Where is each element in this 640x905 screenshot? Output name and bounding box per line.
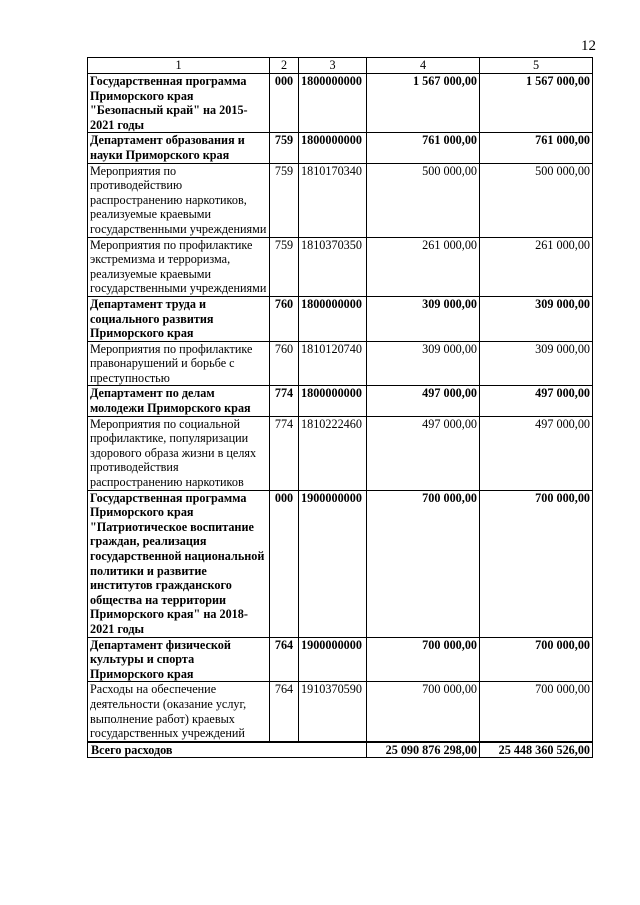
row-target-code: 1800000000 — [299, 74, 367, 133]
row-amount-col5: 497 000,00 — [480, 386, 593, 416]
row-target-code: 1910370590 — [299, 682, 367, 742]
row-name: Департамент образования и науки Приморского края — [88, 133, 270, 163]
table-row — [88, 133, 593, 163]
total-label: Всего расходов — [88, 742, 367, 758]
column-header: 1 — [88, 58, 270, 74]
column-header: 4 — [367, 58, 480, 74]
table-row — [88, 682, 593, 742]
row-target-code: 1900000000 — [299, 490, 367, 637]
row-amount-col4: 761 000,00 — [367, 133, 480, 163]
row-amount-col5: 761 000,00 — [480, 133, 593, 163]
row-target-code: 1810120740 — [299, 341, 367, 386]
row-amount-col4: 309 000,00 — [367, 341, 480, 386]
budget-table — [87, 57, 593, 758]
row-amount-col5: 309 000,00 — [480, 341, 593, 386]
table-row — [88, 341, 593, 386]
row-amount-col4: 497 000,00 — [367, 416, 480, 490]
column-header: 3 — [299, 58, 367, 74]
table-row — [88, 163, 593, 237]
row-amount-col5: 1 567 000,00 — [480, 74, 593, 133]
row-name: Мероприятия по профилактике экстремизма и терроризма, реализуемые краевыми государственными учреждениями — [88, 237, 270, 296]
row-ministry-code: 000 — [270, 74, 299, 133]
total-amount-col5: 25 448 360 526,00 — [480, 742, 593, 758]
table-row — [88, 237, 593, 296]
table-row — [88, 74, 593, 133]
row-target-code: 1800000000 — [299, 296, 367, 341]
row-ministry-code: 759 — [270, 237, 299, 296]
row-ministry-code: 000 — [270, 490, 299, 637]
row-name: Департамент физической культуры и спорта Приморского края — [88, 637, 270, 682]
row-ministry-code: 764 — [270, 637, 299, 682]
row-amount-col4: 261 000,00 — [367, 237, 480, 296]
row-ministry-code: 759 — [270, 133, 299, 163]
row-amount-col5: 700 000,00 — [480, 637, 593, 682]
row-amount-col4: 700 000,00 — [367, 490, 480, 637]
row-amount-col4: 309 000,00 — [367, 296, 480, 341]
page-number: 12 — [581, 38, 596, 54]
row-ministry-code: 774 — [270, 416, 299, 490]
row-target-code: 1800000000 — [299, 386, 367, 416]
table-row — [88, 490, 593, 637]
row-target-code: 1810370350 — [299, 237, 367, 296]
table-row — [88, 296, 593, 341]
column-header: 2 — [270, 58, 299, 74]
row-amount-col4: 500 000,00 — [367, 163, 480, 237]
row-target-code: 1800000000 — [299, 133, 367, 163]
row-name: Мероприятия по профилактике правонарушений и борьбе с преступностью — [88, 341, 270, 386]
row-name: Мероприятия по противодействию распространению наркотиков, реализуемые краевыми государственными учреждениями — [88, 163, 270, 237]
row-target-code: 1810170340 — [299, 163, 367, 237]
row-ministry-code: 760 — [270, 341, 299, 386]
row-amount-col5: 700 000,00 — [480, 682, 593, 742]
row-amount-col4: 700 000,00 — [367, 682, 480, 742]
row-name: Департамент по делам молодежи Приморского края — [88, 386, 270, 416]
row-ministry-code: 760 — [270, 296, 299, 341]
row-amount-col5: 497 000,00 — [480, 416, 593, 490]
row-name: Департамент труда и социального развития Приморского края — [88, 296, 270, 341]
total-row — [88, 742, 593, 758]
table-row — [88, 416, 593, 490]
row-name: Государственная программа Приморского края "Безопасный край" на 2015-2021 годы — [88, 74, 270, 133]
row-amount-col5: 500 000,00 — [480, 163, 593, 237]
row-ministry-code: 764 — [270, 682, 299, 742]
row-amount-col5: 309 000,00 — [480, 296, 593, 341]
row-ministry-code: 759 — [270, 163, 299, 237]
row-amount-col4: 700 000,00 — [367, 637, 480, 682]
column-header: 5 — [480, 58, 593, 74]
row-amount-col5: 700 000,00 — [480, 490, 593, 637]
row-target-code: 1810222460 — [299, 416, 367, 490]
row-target-code: 1900000000 — [299, 637, 367, 682]
header-row — [88, 58, 593, 74]
total-amount-col4: 25 090 876 298,00 — [367, 742, 480, 758]
row-name: Мероприятия по социальной профилактике, популяризации здорового образа жизни в целях противодействия распространению наркотиков — [88, 416, 270, 490]
row-amount-col4: 497 000,00 — [367, 386, 480, 416]
row-amount-col4: 1 567 000,00 — [367, 74, 480, 133]
row-name: Государственная программа Приморского края "Патриотическое воспитание граждан, реализация государственной национальной политики и развитие институтов гражданского общества на территории Приморского края" на 2018-2021 годы — [88, 490, 270, 637]
row-ministry-code: 774 — [270, 386, 299, 416]
row-amount-col5: 261 000,00 — [480, 237, 593, 296]
row-name: Расходы на обеспечение деятельности (оказание услуг, выполнение работ) краевых государственных учреждений — [88, 682, 270, 742]
table-body — [88, 74, 593, 758]
table-row — [88, 386, 593, 416]
table-row — [88, 637, 593, 682]
